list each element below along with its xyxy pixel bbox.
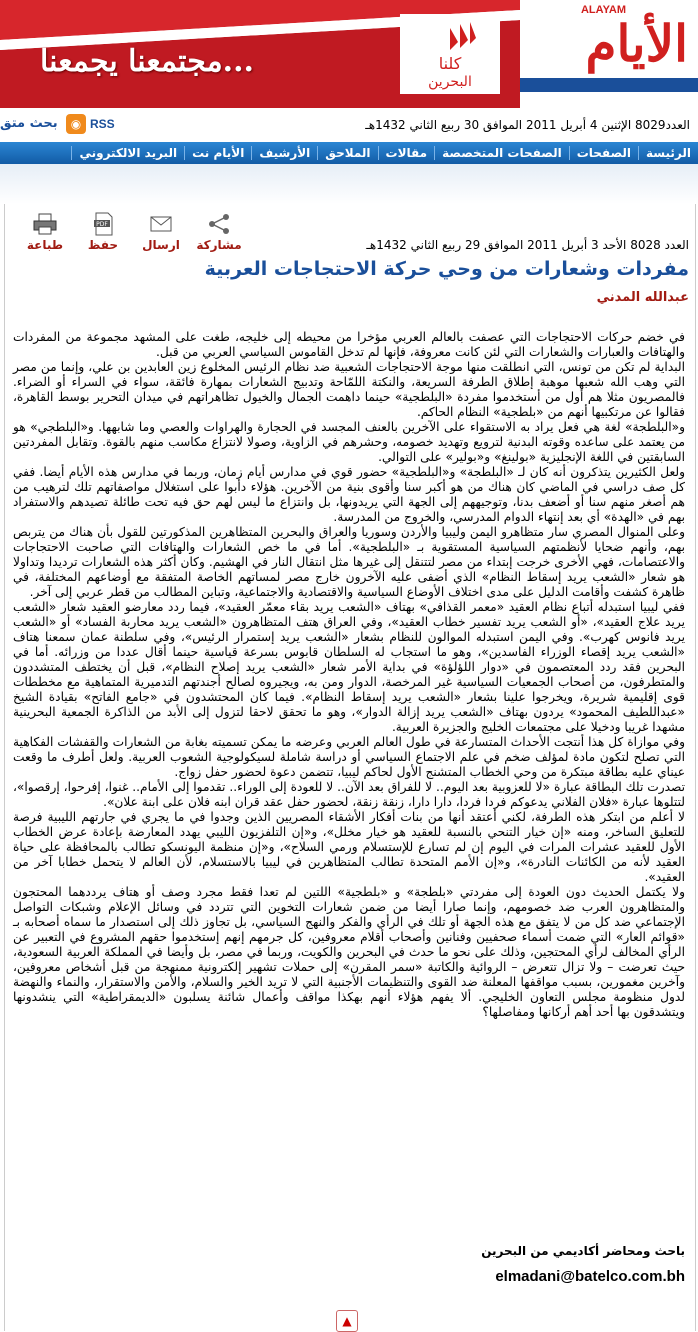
article-issue-date: العدد 8028 الأحد 3 أبريل 2011 الموافق 29 ربيع الثاني 1432هـ xyxy=(366,238,689,252)
ad-banner[interactable] xyxy=(0,0,520,108)
article-title: مفردات وشعارات من وحي حركة الاحتجاجات العربية xyxy=(204,258,689,280)
pdf-icon xyxy=(90,212,116,236)
paragraph: لا أعلم من ابتكر هذه الطرفة، لكني أعتقد أنها من بنات أفكار الأشقاء المصريين الذين وجدوا في ما يجري في جارتهم الليبية فرصة للتعليق الساخر، ومنه «إن خيار التنحي بالنسبة للعقيد هو خيار مخلل»، و«إن التلفزيون الليبي يهدد المعارضة بإعادة عرض الخطاب الأول للعقيد عشرات المرات في اليوم إن لم تسارع للإستسلام ورمي السلاح»، و«إن منظمة اليونسكو تطالب بالمحافظة على حياة العقيد لأنه من الكائنات النادرة»، و«إن الأمم المتحدة تطالب المتظاهرين في ليبيا بالاستسلام، لأن العالم لا يتحمل خطابا آخر من العقيد». xyxy=(13,810,685,884)
alayam-logo[interactable] xyxy=(520,0,698,108)
logo-english: ALAYAM xyxy=(580,4,626,16)
logo-arabic: الأيام xyxy=(585,14,688,73)
scroll-up-button[interactable]: ▲ xyxy=(336,1310,358,1332)
save-button[interactable] xyxy=(77,212,129,252)
author-signature: باحث ومحاضر أكاديمي من البحرين xyxy=(481,1244,685,1258)
main-nav xyxy=(0,142,698,164)
advanced-search-link[interactable]: بحث متق xyxy=(0,116,58,131)
paragraph: ففي ليبيا استبدله أتباع نظام العقيد «معمر القذافي» بهتاف «الشعب يريد بقاء معمّر العقيد»، فيما ردد معارضو العقيد شعار «الشعب يريد علاج العقيد»، «أو الشعب يريد تفسير خطاب العقيد»، وفي العراق هتف المتظاهرون «الشعب يريد محاربة الفساد» أو «الشعب يريد فانوس كهرب». وفي اليمن استبدله الموالون للنظام بشعار «الشعب يريد إستمرار الرئيس»، وفي سلطنة عمان سمعنا هتاف «الشعب يريد إقصاء الوزراء الفاسدين»، وهو ما استجاب له السلطان قابوس بسرعة قياسية حينما أقال عددا من وزرائه. أما في البحرين فقد ردد المعتصمون في «دوار اللؤلؤة» في بداية الأمر شعار «الشعب يريد إصلاح النظام»، قبل أن يختطف المتشددون والمتطرفون، من أصحاب الجمعيات السياسية غير المرخصة، الدوار ومن به، ويجيروه لصالح أجندتهم التدميرية المتماهية مع مخططات قوى إقليمية شريرة، ويخرجوا علينا بشعار «الشعب يريد إسقاط النظام». فيما كان المحتشدون في «جامع الفاتح» بقيادة الشيخ «عبداللطيف المحمود» يردون بهتاف «الشعب يريد إزالة الدوار»، وهو ما تحقق لاحقا لتزول إلى الأبد من الذاكرة الجمعية البحرينية مشهدا غريبا ودخيلا على مجتمعات الخليج والجزيرة العربية. xyxy=(13,600,685,734)
send-label: ارسال xyxy=(142,238,180,252)
article-body xyxy=(13,330,685,1020)
paragraph: و«البلطجة» لغة هي فعل يراد به الاستقواء على الآخرين بالعنف المجسد في الحجارة والهراوات والعصي وما شابهها. و«البلطجي» هو من يعتمد على ساعده وقوته البدنية لترويع وتهديد خصومه، وحشرهم في الزاوية، وصولا لانتزاع مكاسب منهم بالقوة. وتقابل المفردتين السابقتين في اللغة الإنجليزية «بولينغ» و«بولير» على التوالي. xyxy=(13,420,685,464)
nav-item-home[interactable]: الرئيسة xyxy=(638,146,698,160)
paragraph: وعلى المنوال المصري سار متظاهرو اليمن وليبيا والأردن وسوريا والعراق والبحرين المتظاهرين المذكورتين للقول بأن هناك من يتربص بهم، وأنهم ضحايا لأنظمتهم السياسية المستقوية بـ «البلطجية». أما في ما خص الشعارات والهتافات التي صاحبت الاحتجاجات والاعتصامات، فهي الأخرى خرجت إبتداء من مصر لتتنقل إلى غيرها مثل انتقال النار في الهشيم. وكان أكثر هذه الشعارات ترديدا وتداولا هو شعار «الشعب يريد إسقاط النظام» الذي أضفى عليه الآخرون خارج مصر لمساتهم الخاصة المتفقة مع أوضاعهم المختلفة، في ظاهرة كشفت وأقامت الدليل على مدى اختلاف الأوضاع السياسية والاقتصادية والاجتماعية، وتباين المطالب من قطر عربي إلى آخر. xyxy=(13,525,685,599)
share-button[interactable] xyxy=(193,212,245,252)
banner-slogan: مجتمعنا يجمعنا... xyxy=(40,44,255,79)
top-info-bar xyxy=(0,108,698,143)
article-author[interactable]: عبدالله المدني xyxy=(596,290,689,305)
site-header xyxy=(0,0,698,110)
envelope-icon xyxy=(148,212,174,236)
nav-shadow xyxy=(0,164,698,204)
share-icon xyxy=(206,212,232,236)
share-label: مشاركة xyxy=(196,238,242,252)
nav-item-pages[interactable]: الصفحات xyxy=(569,146,638,160)
logo-underline xyxy=(520,78,698,92)
paragraph: البداية لم تكن من تونس، التي انطلقت منها موجة الاحتجاجات الشعبية ضد نظام الرئيس المخلوع زين العابدين بن علي، وإنما من مصر التي وهب الله شعبها موهبة إطلاق الطرفة السريعة، والنكتة اللمّاحة وتدبيج الشعارات بمهارة فائقة، سواء في السراء أو الضراء. فالمصريون مثلا هم أول من أستخدموا مفردة «البلطجية» حينما داهمت الجمال والخيول تظاهراتهم في ميدان التحرير بوسط القاهرة، فقالوا عن مرتكبيها أنهم من «بلطجية» النظام الحاكم. xyxy=(13,360,685,419)
kulna-line1: كلنا xyxy=(438,54,462,73)
article-container xyxy=(4,204,696,1331)
print-button[interactable] xyxy=(19,212,71,252)
author-email[interactable]: elmadani@batelco.com.bh xyxy=(495,1268,685,1285)
kulna-line2: البحرين xyxy=(428,74,472,90)
nav-item-articles[interactable]: مقالات xyxy=(378,146,435,160)
nav-item-alayam-net[interactable]: الأيام نت xyxy=(184,146,251,160)
nav-item-archive[interactable]: الأرشيف xyxy=(251,146,317,160)
nav-item-supplements[interactable]: الملاحق xyxy=(317,146,377,160)
paragraph: وفي موازاة كل هذا أنتجت الأحداث المتسارعة في طول العالم العربي وعرضه ما يمكن تسميته بغابة من الشعارات والقفشات الفكاهية التي تصلح لتكون مادة لمؤلف ضخم في علم الاجتماع السياسي أو دراسة شاملة لسيكولوجية الشعوب العربية. ولعل أطرف ما وقعت عيناي عليه بطاقة مبتكرة من وحي الخطاب المتشنج الأول لحاكم ليبيا، تتضمن دعوة لحضور حفل زواج. xyxy=(13,735,685,779)
issue-date: العدد8029 الإثنين 4 أبريل 2011 الموافق 30 ربيع الثاني 1432هـ xyxy=(365,118,690,132)
paragraph: تصدرت تلك البطاقة عبارة «لا للعزوبية بعد اليوم.. لا للفراق بعد الآن.. لا للعودة إلى الوراء.. تقدموا إلى الأمام.. غنوا، إفرحوا، إرقصوا»، لتتلوها عبارة «فلان الفلاني يدعوكم فردا فردا، دارا دارا، زنقة زنقة، لحضور حفل عقد قران ابنه فلان على ابنة علان». xyxy=(13,780,685,809)
svg-text:PDF: PDF xyxy=(96,221,108,228)
article-tools xyxy=(19,212,245,252)
paragraph: ولا يكتمل الحديث دون العودة إلى مفردتي «بلطجة» و «بلطجية» اللتين لم تعدا فقط مجرد وصف أو هتاف يرددهما المحتجون والمتظاهرون العرب ضد خصومهم، وإنما صارا أيضا من ضمن شعارات التخوين التي تتردد في وسائل الإعلام وشبكات التواصل الإجتماعي ضد كل من لا يتفق مع هذه الجهة أو تلك في الرأي والفكر والنهج السياسي، بل تجاوز ذلك إلى استصدار ما سماه أصحابه بـ «قوائم العار» التي ضمت أسماء صحفيين وفنانين وأصحاب أقلام معروفين، كل جرمهم إنهم إستخدموا حقهم المشروع في التعبير عن الرأي المخالف لرأي المحتجين، وذلك على نحو ما حدث في البحرين والكويت، وربما في مصر، بل وأيضا في المملكة العربية السعودية، حيث تعرضت – ولا تزال تتعرض – الروائية والكاتبة «سمر المقرن» إلى حملات تشهير إلكترونية ممنهجة من قبل أشخاص معروفين، وآخرين مغمورين، بسبب مواقفها المعلنة ضد القوى والتنظيمات الأجنبية التي لا تريد الخير والسلام، والأمن والاستقرار، والنماء والنهضة لدول منظومة مجلس التعاون الخليجي. ألا يفهم هؤلاء أنهم بهكذا مواقف وأعمال شائنة يسلبون «الديمقراطية» التي ينشدونها ويتشدقون بها أحد أهم أركانها ومفاصلها؟ xyxy=(13,885,685,1019)
paragraph: ولعل الكثيرين يتذكرون أنه كان لـ «البلطجة» و«البلطجية» حضور قوي في مدارس أيام زمان، وربما في مدارس هذه الأيام أيضا. ففي كل صف دراسي في الماضي كان هناك من هو أكبر سنا وأقوى بنية من الآخرين. هؤلاء دأبوا على استغلال مواصفاتهم تلك لترهيب من هم أصغر منهم سنا أو أضعف بدنا، وتوجيههم إلى الجهة التي يريدونها، بل وانتزاع ما ليس لهم حق فيه تحت طائلة تصيدهم والاستفراد بهم في «الهدة» أي بعد إنتهاء الدوام المدرسي، والخروج من المدرسة. xyxy=(13,465,685,524)
rss-icon: ◉ xyxy=(66,114,86,134)
print-label: طباعة xyxy=(26,238,64,252)
nav-item-special-pages[interactable]: الصفحات المتخصصة xyxy=(434,146,569,160)
kulna-logo xyxy=(400,14,500,94)
send-button[interactable] xyxy=(135,212,187,252)
printer-icon xyxy=(32,212,58,236)
nav-item-email[interactable]: البريد الالكتروني xyxy=(71,146,184,160)
rss-link[interactable] xyxy=(66,114,115,134)
paragraph: في خضم حركات الاحتجاجات التي عصفت بالعالم العربي مؤخرا من محيطه إلى خليجه، طغت على المشهد مجموعة من المفردات والهتافات والعبارات والشعارات التي لئن كانت معروفة، فإنها لم تدخل القاموس السياسي العربي من قبل. xyxy=(13,330,685,359)
rss-label: RSS xyxy=(90,117,115,131)
save-label: حفظ xyxy=(87,238,119,252)
